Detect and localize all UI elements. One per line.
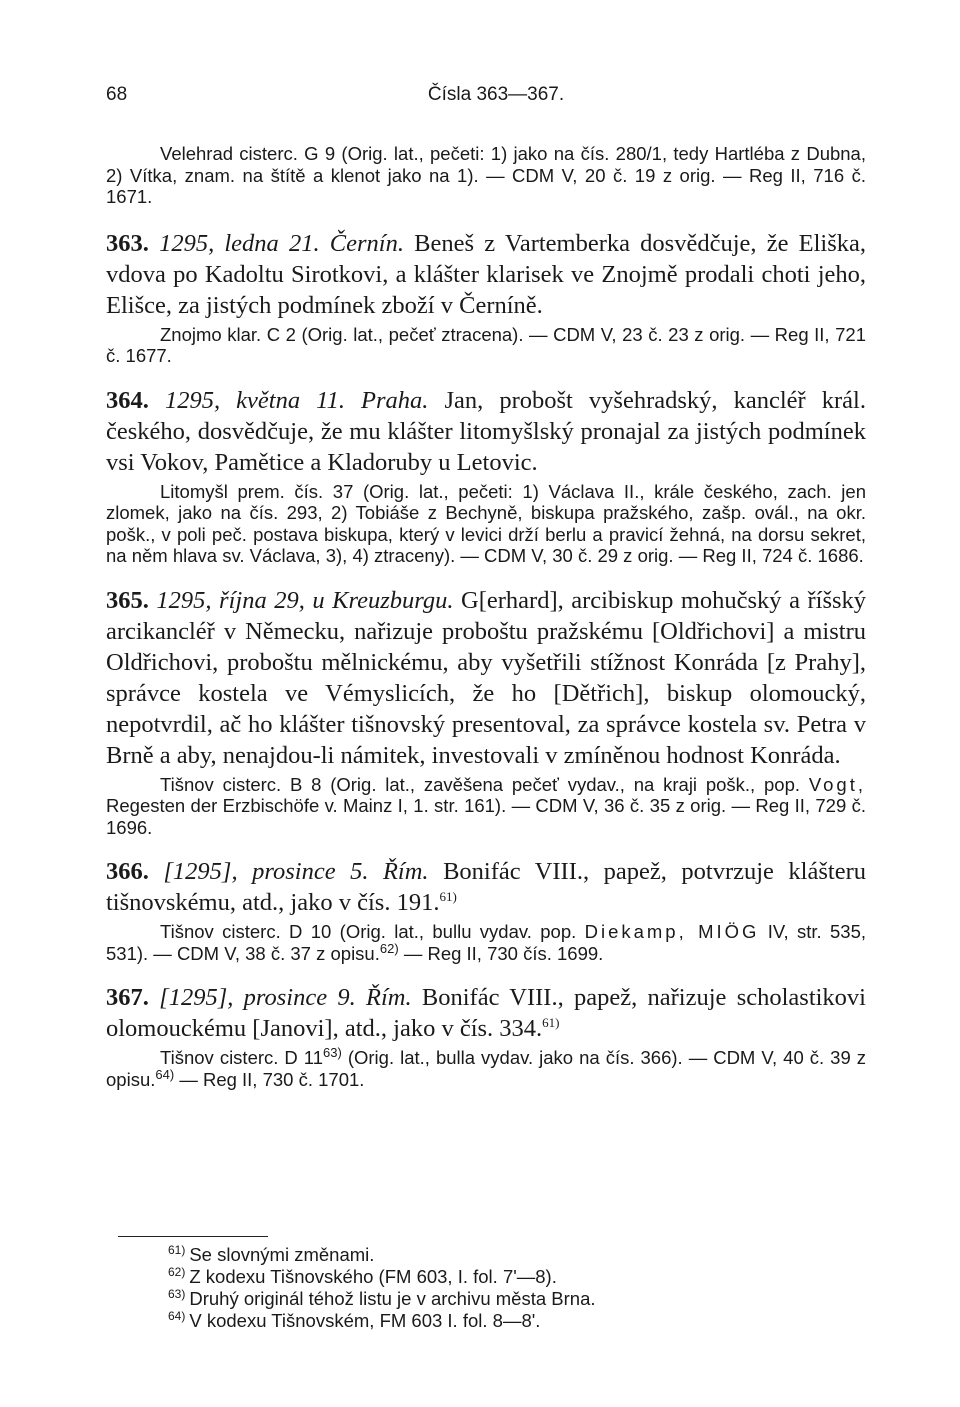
entry-number: 364. [106, 386, 149, 414]
footnote-text: V kodexu Tišnovském, FM 603 I. fol. 8—8'. [189, 1310, 541, 1331]
entry-source-note [106, 774, 866, 839]
footnote-text: Z kodexu Tišnovského (FM 603, I. fol. 7'—8). [189, 1266, 557, 1287]
footnote-62 [168, 1266, 808, 1288]
entry-source-note: Litomyšl prem. čís. 37 (Orig. lat., pečeti: 1) Václava II., krále českého, zach. jen zlomek, jako na čís. 293, 2) Tobiáše z Bechyně, biskupa pražského, zašp. ovál., na okr. pošk., v poli peč. postava biskupa, který v levici drží berlu a pravicí žehná, na dorsu sekret, na něm hlava sv. Václava, 3), 4) ztraceny). — CDM V, 30 č. 29 z orig. — Reg II, 724 č. 1686. [106, 480, 866, 566]
entry-regest [106, 385, 866, 478]
footnote-ref: 62) [379, 940, 399, 956]
footnote-ref: 64) [155, 1066, 175, 1082]
footnote-text: Se slovnými změnami. [189, 1244, 375, 1265]
page-header [106, 84, 866, 114]
source-text: IV, str. 535, 531). — CDM V, 38 č. 37 z opisu. [106, 921, 867, 964]
footnote-64 [168, 1310, 808, 1332]
entry-source-note: Znojmo klar. C 2 (Orig. lat., pečeť ztracena). — CDM V, 23 č. 23 z orig. — Reg II, 721 č. 1677. [106, 323, 866, 366]
entry-date: 1295, ledna 21. [159, 229, 320, 257]
author-name: Vogt, [808, 773, 866, 795]
entry-number: 367. [106, 984, 149, 1011]
entry-365 [106, 585, 866, 839]
author-name: Diekamp, MIÖG [584, 921, 760, 942]
footnote-mark: 61) [168, 1242, 186, 1257]
source-text: — Reg II, 730 č. 1701. [179, 1068, 365, 1090]
footnote-ref: 61) [439, 888, 457, 904]
entry-place: Černín. [329, 229, 404, 257]
source-text: Regesten der Erzbischöfe v. Mainz I, 1. str. 161). — CDM V, 36 č. 35 z orig. — Reg II, 729 č. 1696. [106, 795, 866, 838]
entry-date: [1295], prosince 5. [163, 858, 369, 885]
entry-date: 1295, října 29, u Kreuzburgu. [156, 586, 454, 614]
footnotes [168, 1244, 808, 1332]
entry-367 [106, 982, 866, 1090]
entry-366 [106, 856, 866, 964]
page-number: 68 [106, 84, 128, 105]
footnote-mark: 64) [168, 1308, 186, 1323]
page-body [106, 143, 866, 1108]
footnote-ref: 61) [542, 1014, 560, 1030]
entry-regest [106, 856, 866, 918]
entry-regest [106, 228, 866, 321]
footnote-61 [168, 1244, 808, 1266]
entry-place: Řím. [366, 984, 412, 1011]
entry-text: Bonifác VIII., papež, potvrzuje klášteru tišnovskému, atd., jako v čís. 191. [106, 858, 866, 916]
entry-source-note [106, 1044, 866, 1090]
footnote-mark: 63) [168, 1286, 186, 1301]
entry-364 [106, 385, 866, 567]
entry-regest [106, 982, 866, 1044]
entry-number: 366. [106, 858, 149, 885]
entry-regest [106, 585, 866, 771]
prefix-source-note: Velehrad cisterc. G 9 (Orig. lat., pečeti: 1) jako na čís. 280/1, tedy Hartléba z Dubna, 2) Vítka, znam. na štítě a klenot jako na 1). — CDM V, 20 č. 19 z orig. — Reg II, 716 č. 1671. [106, 143, 866, 207]
footnote-63 [168, 1288, 808, 1310]
entry-number: 365. [106, 586, 149, 614]
entry-source-note [106, 921, 866, 964]
footnote-mark: 62) [168, 1264, 186, 1279]
entry-place: Řím. [382, 858, 429, 885]
entry-place: Praha. [361, 386, 429, 414]
source-text: — Reg II, 730 čís. 1699. [403, 942, 604, 964]
entry-text: G[erhard], arcibiskup mohučský a říšský arcikancléř v Německu, nařizuje proboštu pražskému [Oldřichovi] a mistru Oldřichovi, proboštu mělnickému, aby vyšetřili stížnost Konráda [z Prahy], správce kostela ve Vémyslicích, že ho [Dětřich], biskup olomoucký, nepotvrdil, ač ho klášter tišnovský presentoval, za správce kostela sv. Petra v Brně a aby, nenajdou-li námitek, investovali v zmíněnou hodnost Konráda. [106, 586, 867, 769]
source-text: Tišnov cisterc. D 10 (Orig. lat., bullu vydav. pop. [160, 921, 577, 942]
entry-number: 363. [106, 229, 149, 257]
footnote-divider [118, 1236, 268, 1237]
source-text: Tišnov cisterc. D 11 [160, 1047, 324, 1068]
entry-date: [1295], prosince 9. [159, 984, 356, 1011]
footnote-text: Druhý originál téhož listu je v archivu města Brna. [189, 1288, 596, 1309]
running-head: Čísla 363—367. [427, 84, 565, 105]
entry-text: Jan, probošt vyšehradský, kancléř král. českého, dosvědčuje, že mu klášter litomyšlský pronajal za jistých podmínek vsi Vokov, Pamětice a Kladoruby u Letovic. [106, 386, 866, 476]
entry-363 [106, 228, 866, 367]
entry-text: Beneš z Vartemberka dosvědčuje, že Eliška, vdova po Kadoltu Sirotkovi, a klášter klarisek ve Znojmě prodali choti jeho, Elišce, za jistých podmínek zboží v Černíně. [106, 229, 866, 319]
entry-date: 1295, května 11. [164, 386, 345, 414]
source-text: (Orig. lat., bulla vydav. jako na čís. 366). — CDM V, 40 č. 39 z opisu. [106, 1047, 866, 1090]
footnote-ref: 63) [323, 1044, 342, 1060]
source-text: Tišnov cisterc. B 8 (Orig. lat., zavěšena pečeť vydav., na kraji pošk., pop. [160, 773, 800, 795]
entry-text: Bonifác VIII., papež, nařizuje scholastikovi olomouckému [Janovi], atd., jako v čís. 334. [106, 984, 866, 1042]
